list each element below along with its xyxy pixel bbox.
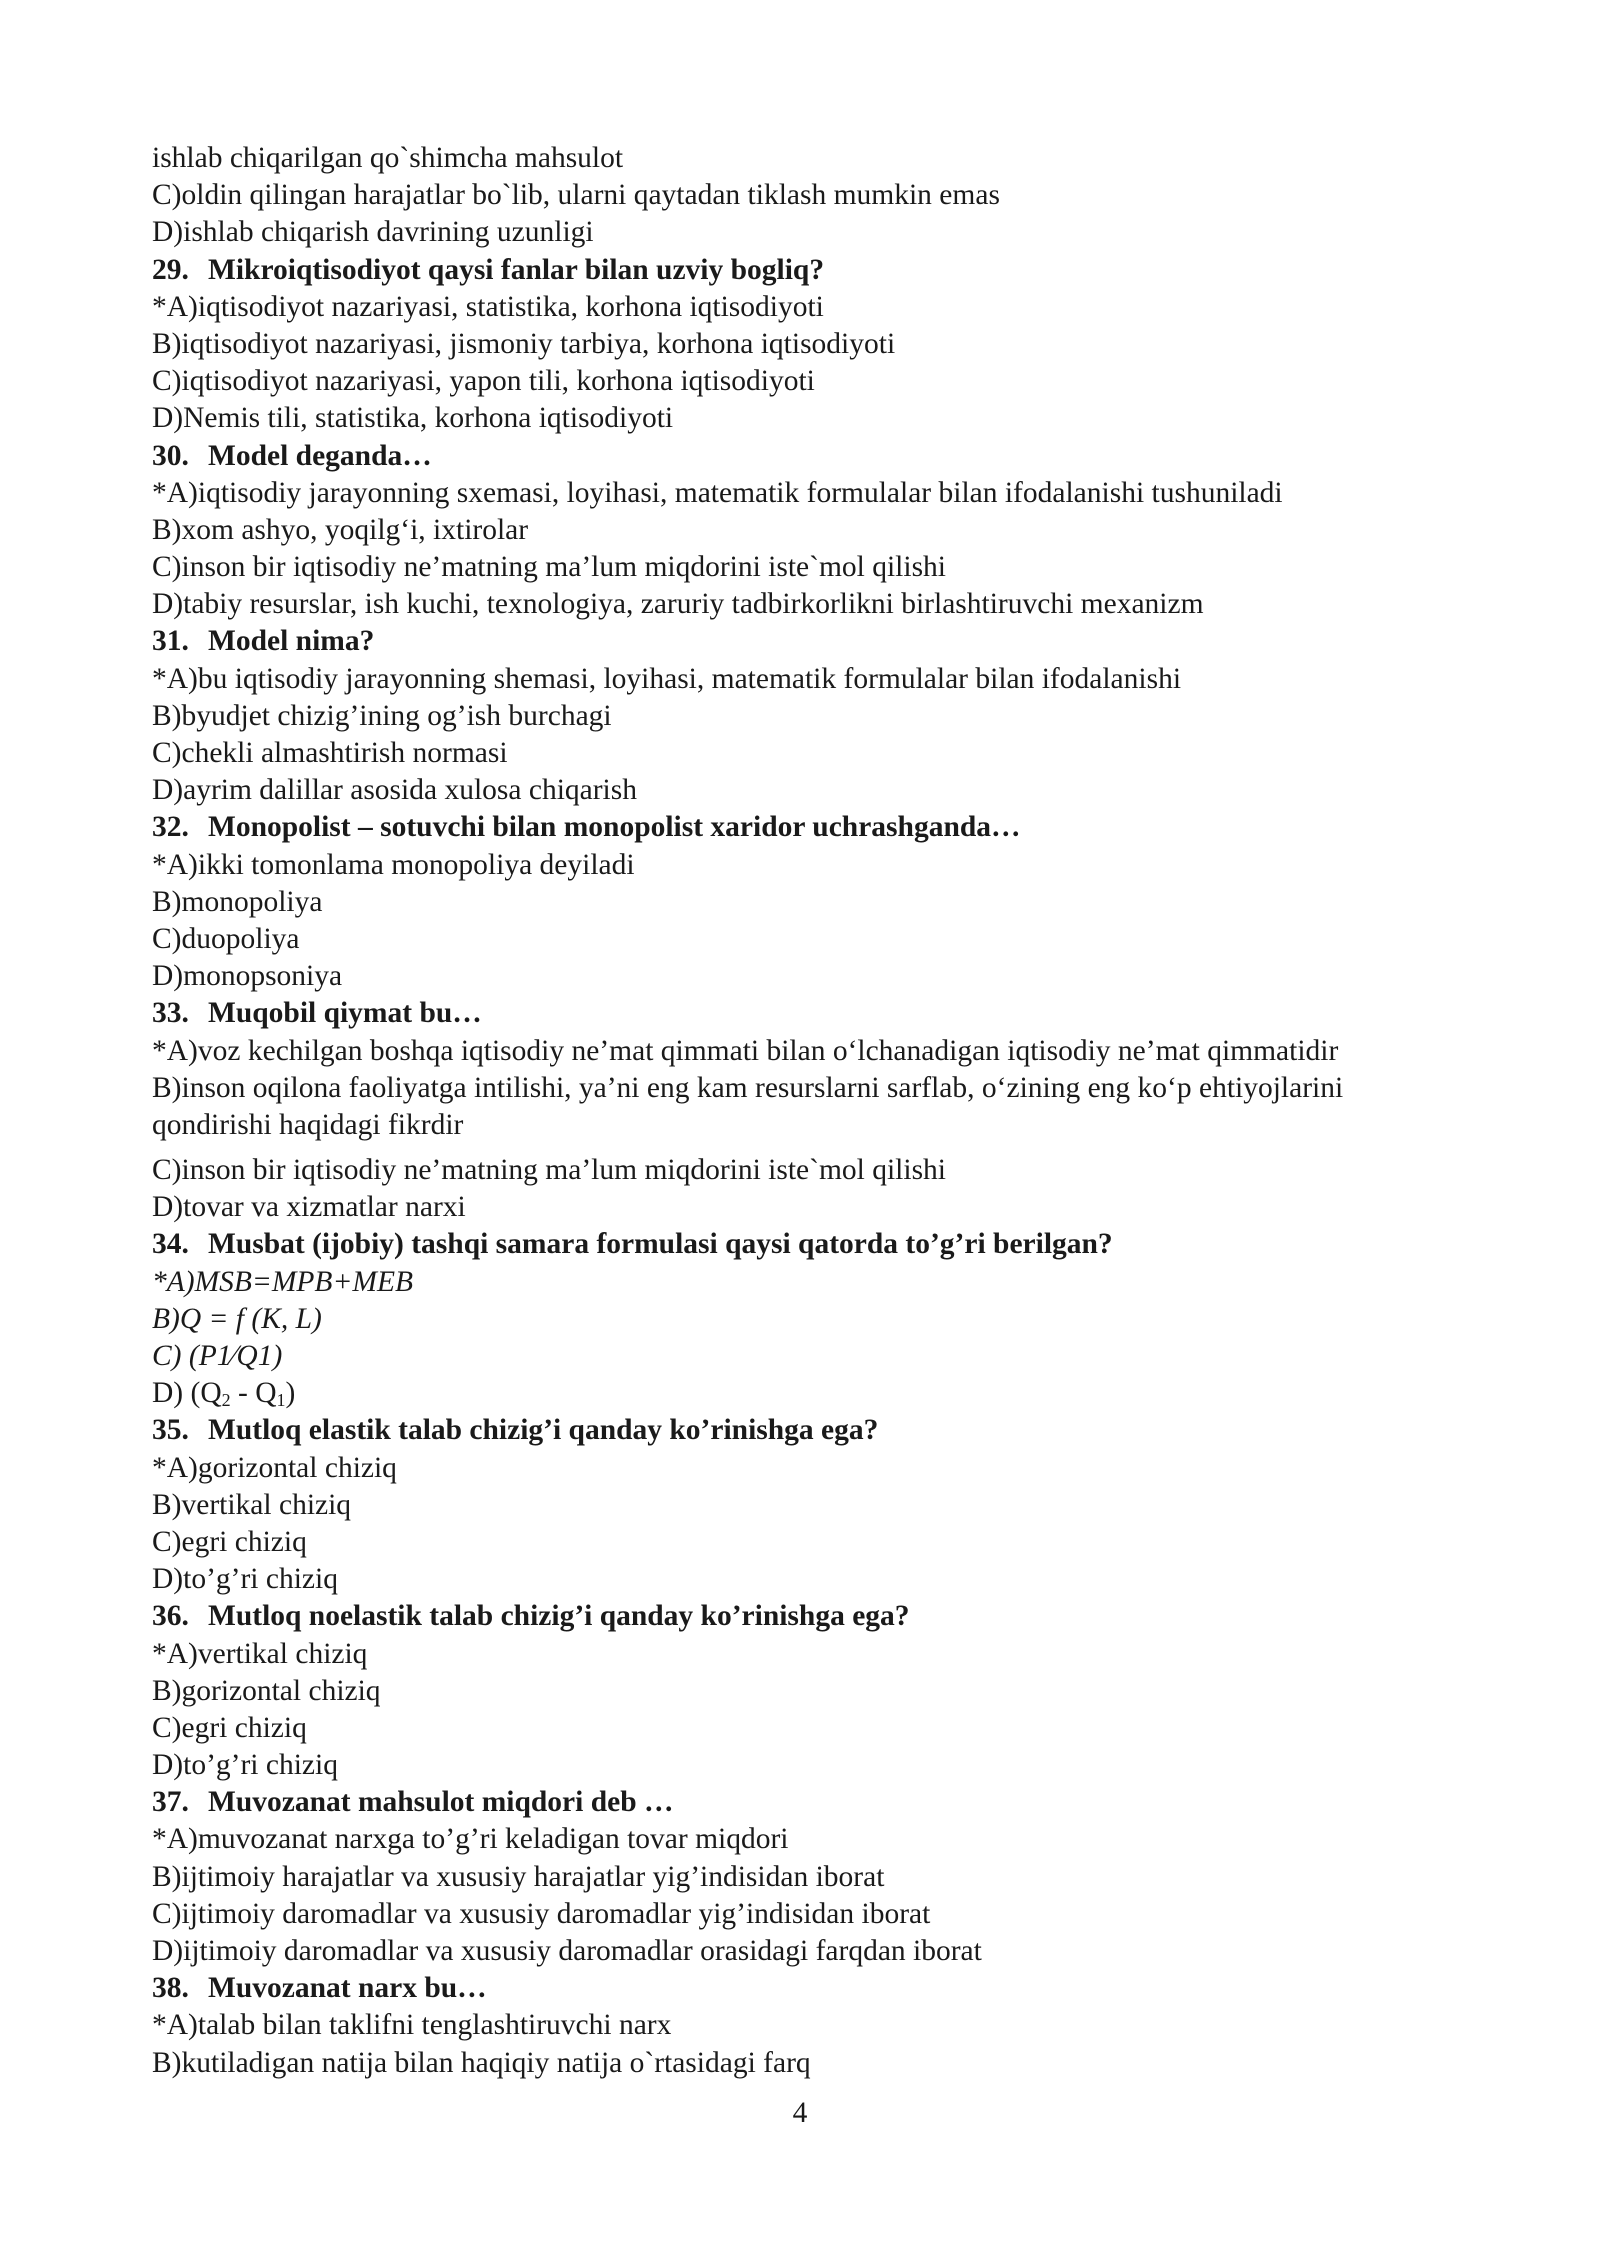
answer-option: B)Q = f (K, L) — [152, 1302, 322, 1335]
answer-option: *A)bu iqtisodiy jarayonning shemasi, loyihasi, matematik formulalar bilan ifodalanishi — [152, 662, 1182, 695]
question-35 — [152, 1412, 1492, 1449]
answer-option: D)Nemis tili, statistika, korhona iqtisodiyoti — [152, 402, 674, 435]
answer-option: B)monopoliya — [152, 885, 323, 918]
answer-option: *A)voz kechilgan boshqa iqtisodiy ne’mat qimmati bilan o‘lchanadigan iqtisodiy ne’mat qimmatidir — [152, 1034, 1339, 1067]
question-31 — [152, 623, 1492, 660]
answer-option: C) (P1⁄Q1) — [152, 1340, 283, 1372]
answer-option: B)gorizontal chiziq — [152, 1674, 381, 1707]
formula-part: ) — [285, 1377, 296, 1410]
question-33 — [152, 995, 1492, 1032]
answer-option: D)to’g’ri chiziq — [152, 1563, 338, 1596]
answer-option: B)byudjet chizig’ining og’ish burchagi — [152, 699, 612, 732]
answer-option: B)vertikal chiziq — [152, 1488, 352, 1521]
question-text: Musbat (ijobiy) tashqi samara formulasi qaysi qatorda to’g’ri berilgan? — [208, 1228, 1113, 1261]
question-34 — [152, 1226, 1492, 1263]
answer-option: D)monopsoniya — [152, 960, 343, 993]
question-text: Mutloq noelastik talab chizig’i qanday ko’rinishga ega? — [208, 1600, 910, 1633]
answer-option: B)iqtisodiyot nazariyasi, jismoniy tarbiya, korhona iqtisodiyoti — [152, 327, 896, 360]
formula-subscript: 1 — [276, 1390, 286, 1411]
answer-option-continuation: qondirishi haqidagi fikrdir — [152, 1108, 464, 1141]
answer-option: D)to’g’ri chiziq — [152, 1749, 338, 1782]
answer-option — [152, 1375, 1492, 1412]
answer-option: D)tabiy resurslar, ish kuchi, texnologiya, zaruriy tadbirkorlikni birlashtiruvchi mexanizm — [152, 588, 1204, 621]
answer-option: C)chekli almashtirish normasi — [152, 737, 508, 769]
answer-option: *A)muvozanat narxga to’g’ri keladigan tovar miqdori — [152, 1823, 789, 1856]
question-number: 30. — [152, 439, 189, 472]
formula-subscript: 2 — [221, 1390, 231, 1411]
question-text: Muvozanat mahsulot miqdori deb … — [208, 1786, 674, 1819]
answer-option: B)xom ashyo, yoqilg‘i, ixtirolar — [152, 513, 529, 546]
answer-option: *A)vertikal chiziq — [152, 1637, 368, 1670]
answer-option: C)ijtimoiy daromadlar va xususiy daromadlar yig’indisidan iborat — [152, 1897, 931, 1930]
answer-option: B)kutiladigan natija bilan haqiqiy natija o`rtasidagi farq — [152, 2046, 811, 2079]
answer-option: *A)iqtisodiy jarayonning sxemasi, loyihasi, matematik formulalar bilan ifodalanishi tushuniladi — [152, 476, 1283, 509]
answer-option: C)egri chiziq — [152, 1525, 307, 1558]
text-line: ishlab chiqarilgan qo`shimcha mahsulot — [152, 142, 624, 174]
question-29 — [152, 252, 1492, 289]
answer-option: C)inson bir iqtisodiy ne’matning ma’lum miqdorini iste`mol qilishi — [152, 551, 946, 584]
question-32 — [152, 809, 1492, 846]
answer-option: D)ishlab chiqarish davrining uzunligi — [152, 216, 594, 249]
answer-option: C)egri chiziq — [152, 1711, 307, 1744]
answer-option: *A)MSB=MPB+MEB — [152, 1265, 413, 1298]
page-number: 4 — [792, 2097, 808, 2129]
document-page — [152, 140, 1492, 2082]
question-number: 34. — [152, 1228, 189, 1261]
question-number: 37. — [152, 1786, 189, 1819]
question-number: 32. — [152, 811, 189, 844]
question-text: Muqobil qiymat bu… — [208, 997, 482, 1030]
question-36 — [152, 1598, 1492, 1635]
question-text: Mutloq elastik talab chizig’i qanday ko’rinishga ega? — [208, 1414, 879, 1447]
answer-option: C)duopoliya — [152, 922, 300, 955]
answer-option: D)ayrim dalillar asosida xulosa chiqarish — [152, 774, 637, 807]
question-number: 38. — [152, 1972, 189, 2005]
question-number: 31. — [152, 625, 189, 658]
question-number: 35. — [152, 1414, 189, 1447]
answer-option: D)ijtimoiy daromadlar va xususiy daromadlar orasidagi farqdan iborat — [152, 1935, 982, 1967]
question-text: Monopolist – sotuvchi bilan monopolist xaridor uchrashganda… — [208, 811, 1021, 844]
formula-part: - Q — [230, 1377, 277, 1410]
answer-option: C)inson bir iqtisodiy ne’matning ma’lum miqdorini iste`mol qilishi — [152, 1154, 946, 1187]
question-30 — [152, 438, 1492, 475]
question-text: Model nima? — [208, 625, 375, 658]
formula-part: D) (Q — [152, 1377, 222, 1410]
answer-option: *A)talab bilan taklifni tenglashtiruvchi narx — [152, 2009, 672, 2042]
question-text: Model deganda… — [208, 439, 432, 472]
question-number: 33. — [152, 997, 189, 1030]
question-38 — [152, 1970, 1492, 2007]
question-number: 29. — [152, 253, 189, 286]
question-number: 36. — [152, 1600, 189, 1633]
answer-option: *A)iqtisodiyot nazariyasi, statistika, korhona iqtisodiyoti — [152, 290, 824, 323]
answer-option: B)inson oqilona faoliyatga intilishi, ya’ni eng kam resurslarni sarflab, o‘zining eng ko‘p ehtiyojlarini — [152, 1071, 1344, 1104]
question-text: Mikroiqtisodiyot qaysi fanlar bilan uzviy bogliq? — [208, 253, 825, 286]
answer-option: D)tovar va xizmatlar narxi — [152, 1191, 466, 1224]
question-text: Muvozanat narx bu… — [208, 1972, 487, 2005]
question-37 — [152, 1784, 1492, 1821]
answer-option: B)ijtimoiy harajatlar va xususiy harajatlar yig’indisidan iborat — [152, 1860, 885, 1893]
answer-option: C)oldin qilingan harajatlar bo`lib, ularni qaytadan tiklash mumkin emas — [152, 179, 1000, 212]
answer-option: *A)gorizontal chiziq — [152, 1451, 397, 1484]
answer-option: *A)ikki tomonlama monopoliya deyiladi — [152, 848, 635, 881]
answer-option: C)iqtisodiyot nazariyasi, yapon tili, korhona iqtisodiyoti — [152, 365, 815, 398]
